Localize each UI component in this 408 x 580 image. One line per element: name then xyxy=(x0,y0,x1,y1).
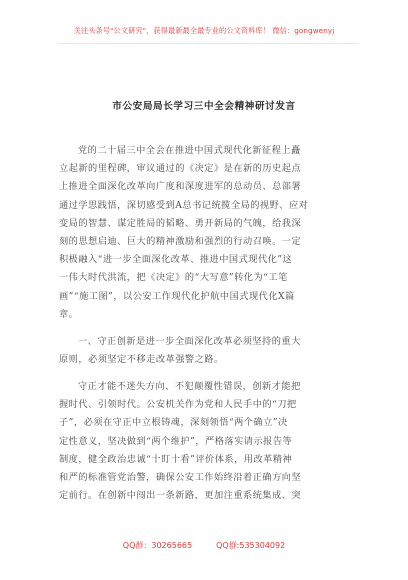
text-line: 一、守正创新是进一步全面深化改革必须坚持的重大 xyxy=(78,336,301,347)
text-line: 制度，健全政治忠诚“十盯十看”评价体系，用改革精神 xyxy=(59,453,293,465)
text-line: 积极融入“进一步全面深化改革、推进中国式现代化”这 xyxy=(59,254,293,266)
text-line: 子”，必须在守正中立根铸魂，深刻领悟“两个确立”决 xyxy=(59,417,288,429)
text-line: 刻的思想启迪、巨大的精神激励和强烈的行动召唤。一定 xyxy=(59,235,302,247)
text-line: 画”“施工图”，以公安工作现代化护航中国式现代化X篇 xyxy=(59,290,295,302)
header-banner: 关注头条号"公文研究"，获得最新最全最专业的公文资料库！ 微信：gongwenyj xyxy=(73,26,335,35)
footer-qq-group-2: QQ群:535304092 xyxy=(216,541,286,550)
text-line: 一伟大时代洪流，把《决定》的“大写意”转化为“工笔 xyxy=(59,272,288,284)
text-line: 和严的标准管党治警，确保公安工作始终沿着正确方向坚 xyxy=(59,471,302,483)
footer-contact xyxy=(0,540,408,551)
text-line: 守正才能不迷失方向、不犯颠覆性错误，创新才能把 xyxy=(78,381,301,392)
document-title: 市公安局局长学习三中全会精神研讨发言 xyxy=(112,101,296,112)
text-line: 原则，必须坚定不移走改革强警之路。 xyxy=(59,354,224,366)
header-divider xyxy=(58,43,358,44)
text-line: 立起新的里程碑，审议通过的《决定》是在新的历史起点 xyxy=(59,163,302,175)
text-line: 章。 xyxy=(59,308,79,320)
text-line: 定前行。在创新中闯出一条新路，更加注重系统集成、突 xyxy=(59,490,302,502)
text-line: 党的二十届三中全会在推进中国式现代化新征程上矗 xyxy=(78,145,301,156)
paragraph-1 xyxy=(59,142,353,324)
section-heading-1 xyxy=(59,333,353,369)
text-line: 变局的智慧、谋定胜局的韬略、勇开新局的气魄，给我深 xyxy=(59,217,302,229)
text-line: 上推进全面深化改革向广度和深度进军的总动员、总部署 xyxy=(59,181,302,193)
footer-qq-group-1: QQ群：30265665 xyxy=(122,541,193,550)
text-line: 通过学思践悟，深切感受到A总书记统揽全局的视野、应对 xyxy=(59,199,309,211)
text-line: 定性意义，坚决做到“两个维护”，严格落实请示报告等 xyxy=(59,435,293,447)
text-line: 握时代、引领时代。公安机关作为党和人民手中的“刀把 xyxy=(59,399,297,411)
paragraph-2 xyxy=(59,378,353,505)
